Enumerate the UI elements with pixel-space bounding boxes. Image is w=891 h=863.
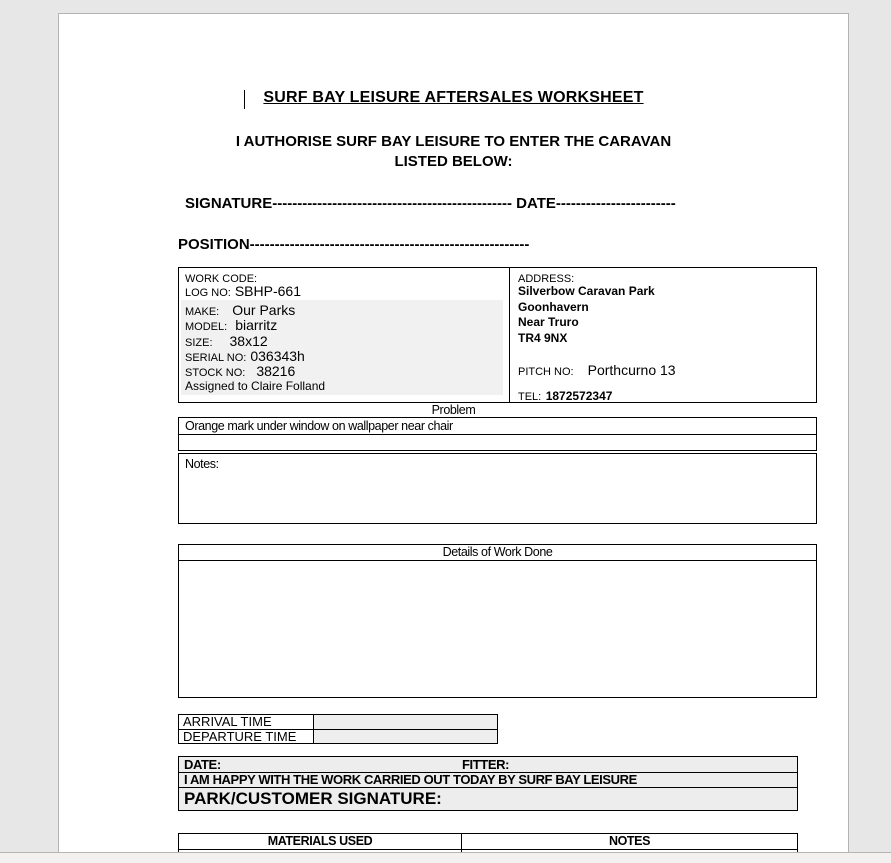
model-row: MODEL: biarritz	[185, 317, 278, 334]
problem-heading: Problem	[431, 403, 476, 417]
departure-time-label: DEPARTURE TIME	[179, 730, 313, 743]
happy-statement: I AM HAPPY WITH THE WORK CARRIED OUT TODAY BY SURF BAY LEISURE	[179, 773, 797, 788]
notes-header-cell: NOTES	[608, 834, 651, 848]
problem-description-cell[interactable]: Orange mark under window on wallpaper near chair	[179, 418, 816, 435]
authorization-statement	[59, 132, 848, 172]
departure-time-value-cell[interactable]	[313, 730, 497, 743]
page-title: SURF BAY LEISURE AFTERSALES WORKSHEET	[263, 89, 644, 106]
fitter-label: FITTER:	[462, 757, 510, 772]
horizontal-scrollbar[interactable]	[0, 852, 891, 863]
work-done-table	[178, 544, 817, 698]
date-label: DATE:	[184, 757, 221, 772]
position-line: POSITION--------------------------------------------------------	[178, 236, 530, 253]
make-row: MAKE: Our Parks	[185, 302, 296, 318]
arrival-time-value-cell[interactable]	[313, 715, 497, 729]
authorization-line-2: LISTED BELOW:	[394, 153, 513, 170]
date-fitter-row[interactable]	[179, 757, 797, 773]
assigned-note: Assigned to Claire Folland	[185, 379, 326, 394]
work-code-row: WORK CODE:	[185, 273, 258, 285]
materials-header-row	[179, 834, 797, 850]
address-line: Goonhavern	[518, 299, 589, 314]
stock-no-row: STOCK NO: 38216	[185, 363, 296, 380]
pitch-no-row: PITCH NO: Porthcurno 13	[518, 362, 676, 378]
park-customer-signature-row[interactable]: PARK/CUSTOMER SIGNATURE:	[184, 789, 442, 808]
serial-no-row: SERIAL NO: 036343h	[185, 347, 305, 364]
problem-table	[178, 417, 817, 451]
address-line: TR4 9NX	[518, 330, 568, 345]
departure-row	[179, 729, 497, 743]
arrival-row	[179, 715, 497, 729]
address-label: ADDRESS:	[518, 273, 575, 285]
size-row: SIZE: 38x12	[185, 332, 268, 349]
signature-line: SIGNATURE------------------------------------------------ DATE------------------------	[185, 195, 676, 212]
highlighted-details-block	[181, 300, 503, 395]
work-details-cell[interactable]	[179, 268, 509, 402]
address-line: Near Truro	[518, 315, 579, 329]
tel-row: TEL: 1872572347	[518, 389, 613, 403]
problem-empty-cell[interactable]	[179, 435, 816, 450]
document-page[interactable]	[58, 13, 849, 852]
address-cell[interactable]	[509, 268, 816, 402]
arrival-time-label: ARRIVAL TIME	[179, 715, 313, 729]
times-table	[178, 714, 498, 744]
notes-box[interactable]	[178, 453, 817, 524]
authorization-line-1: I AUTHORISE SURF BAY LEISURE TO ENTER THE CARAVAN	[235, 133, 672, 150]
address-line: Silverbow Caravan Park	[518, 284, 655, 298]
signoff-table	[178, 756, 798, 811]
work-done-heading: Details of Work Done	[179, 545, 816, 561]
work-done-area[interactable]	[179, 561, 816, 697]
log-no-row: LOG NO: SBHP-661	[185, 283, 301, 299]
work-details-box	[178, 267, 817, 403]
materials-used-header-cell: MATERIALS USED	[179, 834, 462, 849]
materials-table	[178, 833, 798, 852]
notes-label: Notes:	[185, 457, 219, 471]
